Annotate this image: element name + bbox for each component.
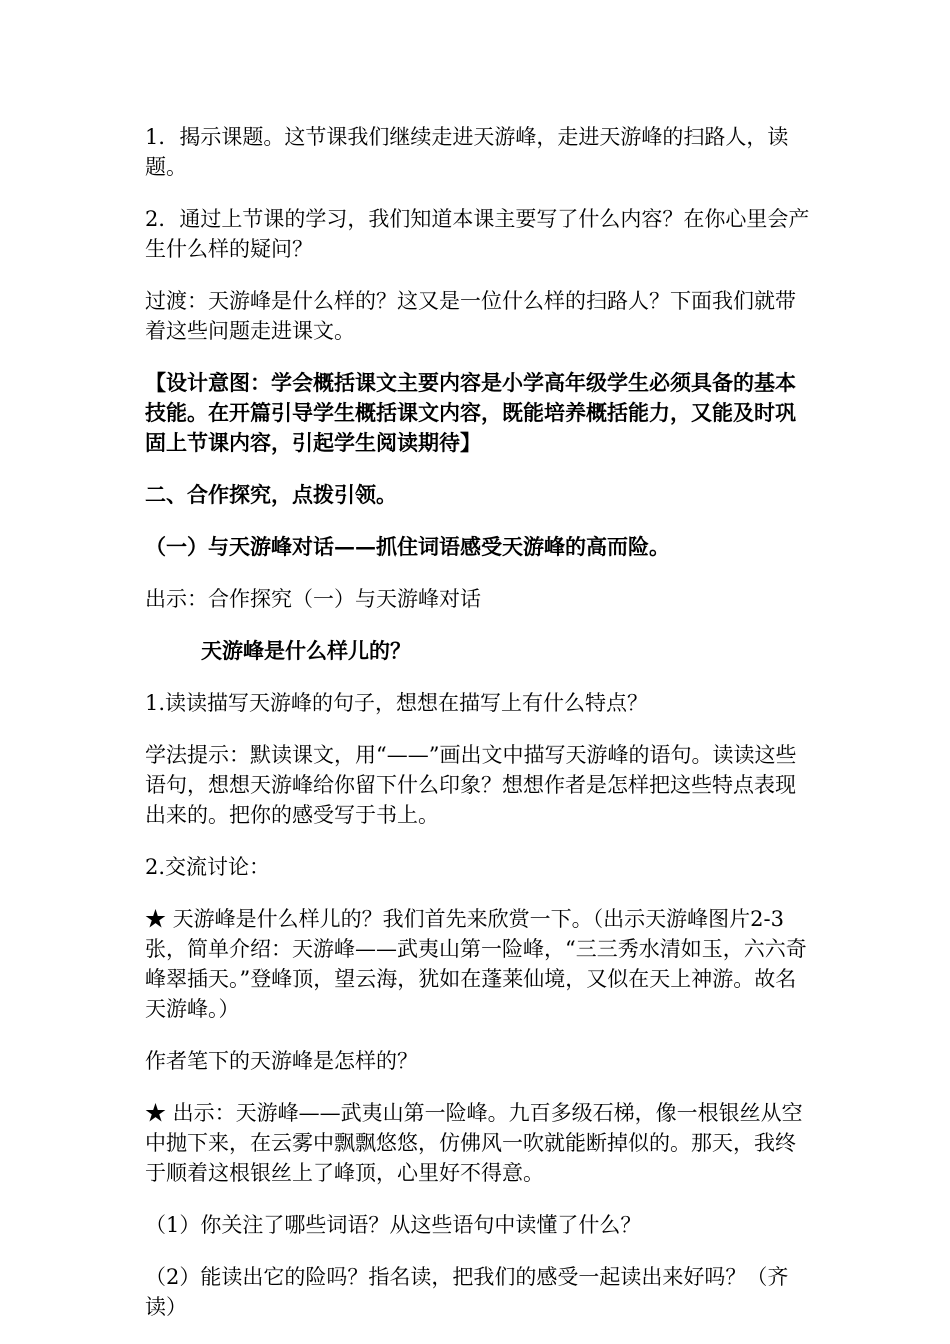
paragraph-excerpt: ★ 出示：天游峰——武夷山第一险峰。九百多级石梯，像一根银丝从空中抛下来，在云雾中飘飘悠悠，仿佛风一吹就能断掉似的。那天，我终于顺着这根银丝上了峰顶，心里好不得意。 <box>145 1101 803 1185</box>
paragraph-study-tip: 学法提示：默读课文，用“——”画出文中描写天游峰的语句。读读这些语句，想想天游峰给你留下什么印象？想想作者是怎样把这些特点表现出来的。把你的感受写于书上。 <box>145 743 797 827</box>
section-heading: 二、合作探究，点拨引领。 <box>145 482 397 507</box>
paragraph-step-1: 1.读读描写天游峰的句子，想想在描写上有什么特点？ <box>145 691 649 715</box>
paragraph-question-1: （1）你关注了哪些词语？从这些语句中读懂了什么？ <box>145 1213 642 1237</box>
paragraph-show-task: 出示：合作探究（一）与天游峰对话 <box>145 587 481 611</box>
subsection-heading: （一）与天游峰对话——抓住词语感受天游峰的高而险。 <box>145 534 670 559</box>
document-body <box>145 122 810 1344</box>
paragraph-step-2: 2.交流讨论： <box>145 855 271 879</box>
paragraph-reveal-topic: 1．揭示课题。这节课我们继续走进天游峰，走进天游峰的扫路人，读题。 <box>145 125 789 179</box>
paragraph-question-heading: 天游峰是什么样儿的？ <box>201 638 411 663</box>
paragraph-question-2: （2）能读出它的险吗？指名读，把我们的感受一起读出来好吗？（齐读） <box>145 1265 789 1319</box>
paragraph-appreciation: ★ 天游峰是什么样儿的？我们首先来欣赏一下。（出示天游峰图片2-3张，简单介绍：天游峰——武夷山第一险峰，“三三秀水清如玉，六六奇峰翠插天。”登峰顶，望云海，犹如在蓬莱仙境，又似在天上神游。故名天游峰。） <box>145 907 807 1021</box>
paragraph-author-question: 作者笔下的天游峰是怎样的？ <box>145 1049 418 1073</box>
paragraph-transition: 过渡：天游峰是什么样的？这又是一位什么样的扫路人？下面我们就带着这些问题走进课文。 <box>145 289 796 343</box>
paragraph-design-intent: 【设计意图：学会概括课文主要内容是小学高年级学生必须具备的基本技能。在开篇引导学生概括课文内容，既能培养概括能力，又能及时巩固上节课内容，引起学生阅读期待】 <box>145 370 796 455</box>
paragraph-review-question: 2．通过上节课的学习，我们知道本课主要写了什么内容？在你心里会产生什么样的疑问？ <box>145 207 810 261</box>
